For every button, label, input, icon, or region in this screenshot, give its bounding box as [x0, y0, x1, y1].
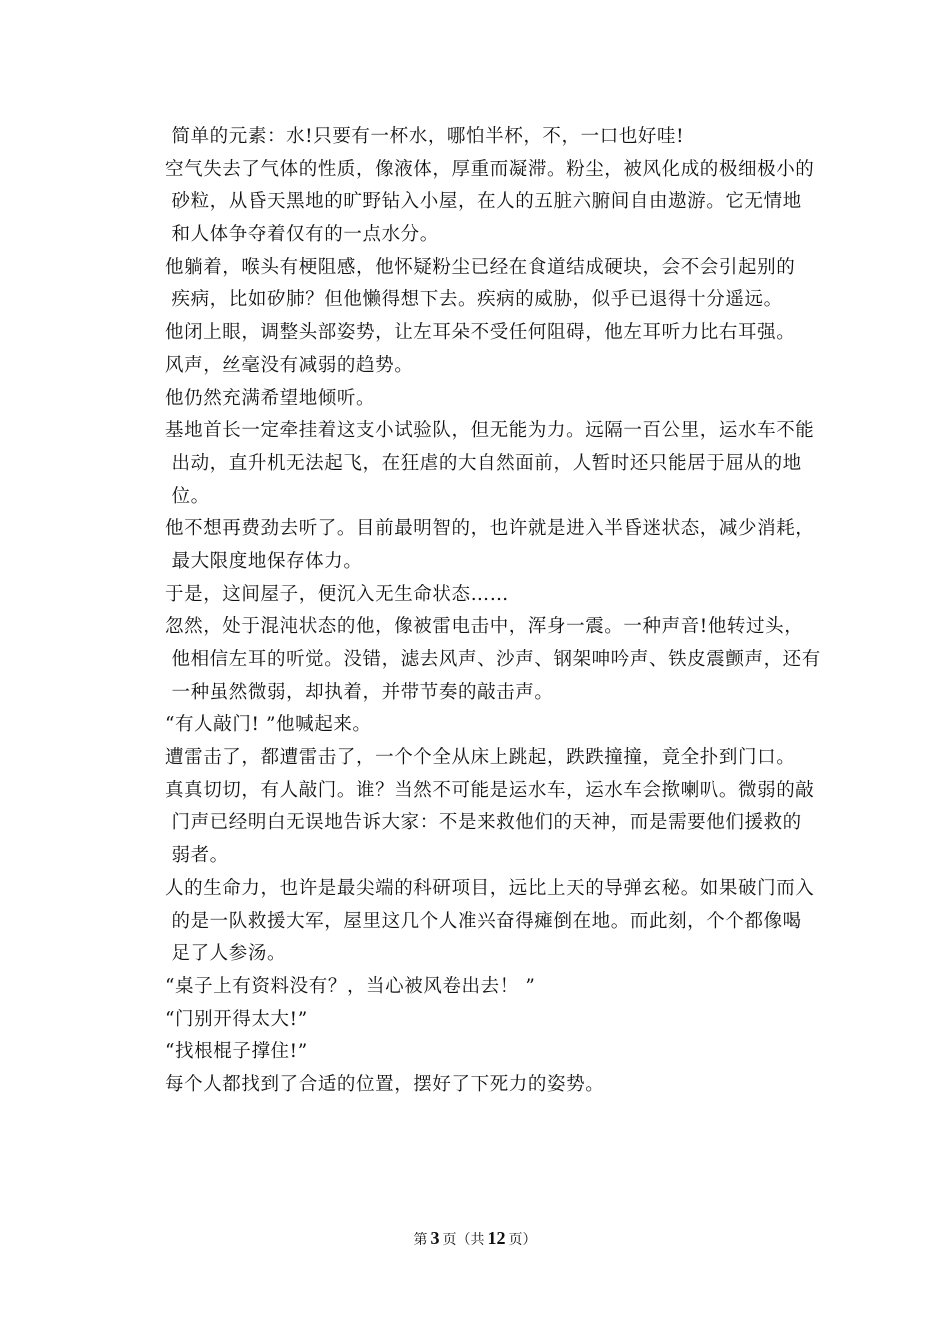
text-line: 空气失去了气体的性质，像液体，厚重而凝滞。粉尘，被风化成的极细极小的	[165, 158, 815, 180]
footer-middle: 页（共	[442, 1232, 485, 1248]
text-line: 忽然，处于混沌状态的他，像被雷电击中，浑身一震。一种声音!他转过头，	[165, 616, 804, 638]
text-line: 出动，直升机无法起飞，在狂虐的大自然面前，人暂时还只能居于屈从的地	[165, 452, 802, 474]
text-line: “门别开得太大!”	[165, 1008, 308, 1030]
text-line: “有人敲门! ”他喊起来。	[165, 714, 372, 736]
text-line: “找根棍子撑住!”	[165, 1041, 308, 1063]
page-number: 3	[430, 1228, 440, 1248]
text-line: 简单的元素：水!只要有一杯水，哪怕半杯，不，一口也好哇!	[165, 126, 685, 147]
text-line: 于是，这间屋子，便沉入无生命状态……	[165, 583, 509, 605]
text-line: 的是一队救援大军，屋里这几个人准兴奋得瘫倒在地。而此刻，个个都像喝	[165, 910, 802, 932]
text-line: 每个人都找到了合适的位置，摆好了下死力的姿势。	[165, 1073, 605, 1095]
page-footer	[0, 1227, 950, 1251]
text-line: 人的生命力，也许是最尖端的科研项目，远比上天的导弹玄秘。如果破门而入	[165, 877, 815, 899]
text-line: 他仍然充满希望地倾听。	[165, 387, 376, 409]
text-line: 一种虽然微弱，却执着，并带节奏的敲击声。	[165, 681, 554, 703]
text-line: 他闭上眼，调整头部姿势，让左耳朵不受任何阻碍，他左耳听力比右耳强。	[165, 322, 796, 344]
text-line: 他不想再费劲去听了。目前最明智的，也许就是进入半昏迷状态，减少消耗，	[165, 518, 815, 540]
text-line: 和人体争夺着仅有的一点水分。	[165, 224, 439, 246]
text-line: 遭雷击了，都遭雷击了，一个个全从床上跳起，跌跌撞撞，竟全扑到门口。	[165, 747, 796, 769]
text-line: 门声已经明白无误地告诉大家：不是来救他们的天神，而是需要他们援救的	[165, 812, 802, 834]
text-line: 位。	[165, 485, 210, 507]
text-line: 弱者。	[165, 845, 229, 867]
text-line: 他躺着，喉头有梗阻感，他怀疑粉尘已经在食道结成硬块，会不会引起别的	[165, 256, 796, 278]
text-line: 他相信左耳的听觉。没错，滤去风声、沙声、钢架呻吟声、铁皮震颤声，还有	[165, 649, 821, 670]
text-line: 砂粒，从昏天黑地的旷野钻入小屋，在人的五脏六腑间自由遨游。它无情地	[165, 191, 802, 213]
body-text	[165, 121, 821, 1102]
text-line: 疾病，比如矽肺？但他懒得想下去。疾病的威胁，似乎已退得十分遥远。	[165, 289, 783, 311]
total-pages: 12	[487, 1228, 506, 1248]
footer-prefix: 第	[413, 1232, 428, 1248]
text-line: 最大限度地保存体力。	[165, 550, 363, 572]
text-line: 风声，丝毫没有减弱的趋势。	[165, 354, 414, 376]
text-line: 足了人参汤。	[165, 943, 287, 965]
text-line: 真真切切，有人敲门。谁？当然不可能是运水车，运水车会揿喇叭。微弱的敲	[165, 779, 815, 801]
text-line: “桌子上有资料没有？，当心被风卷出去！ ”	[165, 975, 536, 997]
text-line: 基地首长一定牵挂着这支小试验队，但无能为力。远隔一百公里，运水车不能	[165, 420, 815, 442]
footer-suffix: 页）	[508, 1232, 537, 1248]
